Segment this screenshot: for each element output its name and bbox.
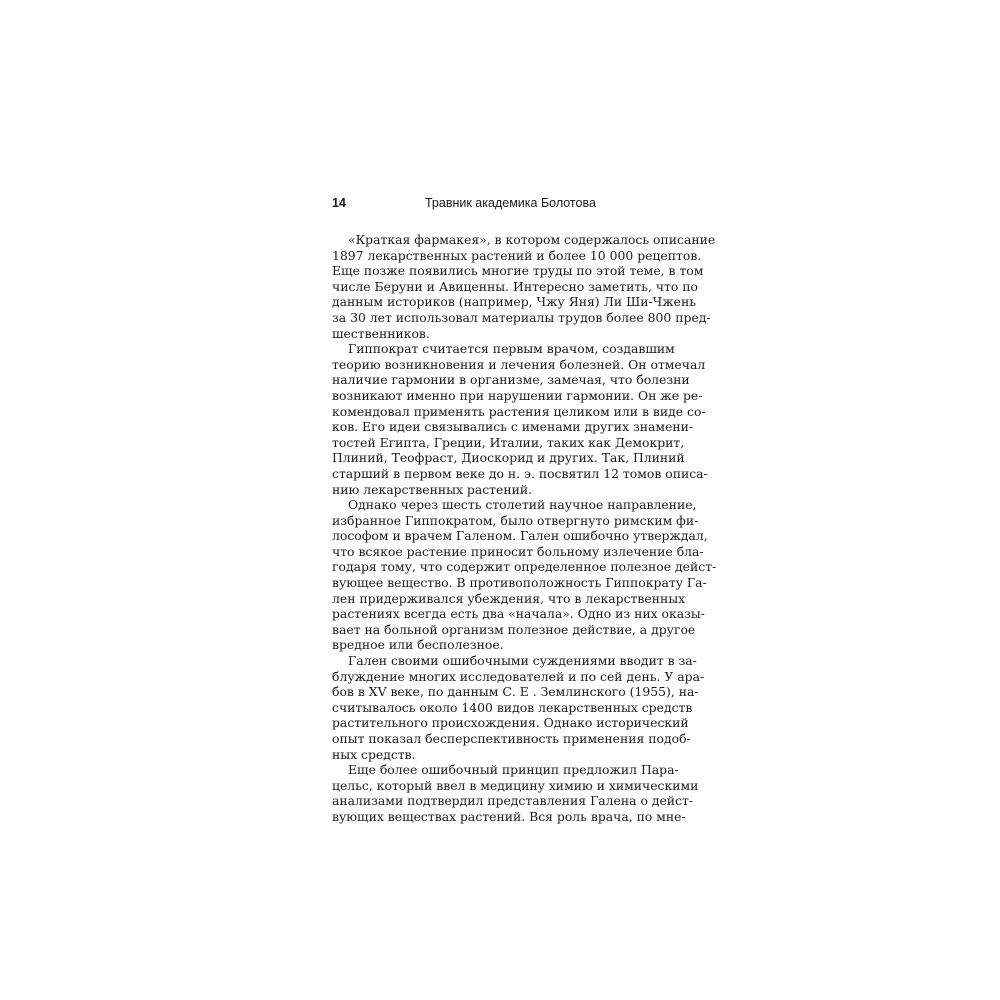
text-line: за 30 лет использовал материалы трудов более 800 пред- — [332, 309, 711, 325]
text-line: наличие гармонии в организме, замечая, что болезни — [332, 372, 690, 388]
text-line: данным историков (например, Чжу Яня) Ли Ши-Чжень — [332, 294, 696, 310]
text-line: «Краткая фармакея», в котором содержалось описание — [348, 232, 716, 247]
text-line: бов в XV веке, по данным С. Е . Землинского (1955), на- — [332, 684, 699, 700]
body-text — [332, 232, 717, 825]
text-line: Гиппократ считается первым врачом, создавшим — [348, 341, 675, 357]
text-line: старший в первом веке до н. э. посвятил 12 томов описа- — [332, 465, 708, 481]
paragraph — [332, 497, 717, 653]
text-line: Еще позже появились многие труды по этой теме, в том — [332, 263, 704, 279]
text-line: числе Беруни и Авиценны. Интересно заметить, что по — [332, 278, 699, 294]
text-line: теорию возникновения и лечения болезней. Он отмечал — [332, 356, 706, 372]
text-line: годаря тому, что содержит определенное полезное дейст- — [332, 559, 717, 575]
text-line: Гален своими ошибочными суждениями вводит в за- — [348, 653, 697, 669]
text-line: растениях всегда есть два «начала». Одно из них оказы- — [332, 606, 705, 622]
text-line: лософом и врачем Галеном. Гален ошибочно утверждал, — [332, 528, 708, 544]
text-line: цельс, который ввел в медицину химию и химическими — [332, 777, 699, 793]
text-line: растительного происхождения. Однако исторический — [332, 715, 689, 731]
text-line: анализами подтвердил представления Галена о дейст- — [332, 793, 694, 809]
text-line: что всякое растение приносит больному излечение бла- — [332, 543, 704, 559]
text-line: считывалось около 1400 видов лекарственных средств — [332, 699, 693, 715]
text-line: блуждение многих исследователей и по сей день. У ара- — [332, 668, 705, 684]
paragraph — [332, 653, 705, 762]
text-line: лен придерживался убеждения, что в лекарственных — [332, 590, 686, 606]
paragraph — [332, 341, 708, 497]
text-line: Плиний, Теофраст, Диоскорид и других. Так, Плиний — [332, 450, 685, 466]
text-line: ков. Его идеи связывались с именами других знамени- — [332, 419, 694, 435]
page-number: 14 — [332, 196, 346, 210]
paragraph — [332, 762, 699, 824]
text-line: Однако через шесть столетий научное направление, — [348, 497, 697, 513]
text-line: нию лекарственных растений. — [332, 481, 533, 497]
text-line: вредное или бесполезное. — [332, 637, 504, 653]
text-line: вает на больной организм полезное действие, а другое — [332, 621, 696, 637]
text-line: ных средств. — [332, 746, 416, 762]
text-line: шественников. — [332, 325, 430, 341]
text-line: опыт показал бесперспективность применения подоб- — [332, 731, 691, 746]
text-line: Еще более ошибочный принцип предложил Пара- — [348, 762, 679, 778]
paragraph — [332, 232, 716, 341]
text-line: комендовал применять растения целиком или в виде со- — [332, 403, 706, 419]
text-line: тостей Египта, Греции, Италии, таких как Демокрит, — [332, 434, 685, 450]
text-line: вующее вещество. В противоположность Гиппократу Га- — [332, 575, 707, 591]
text-line: избранное Гиппократом, было отвергнуто римским фи- — [332, 512, 699, 528]
running-head — [332, 196, 672, 216]
text-line: 1897 лекарственных растений и более 10 000 рецептов. — [332, 247, 702, 263]
running-title: Травник академика Болотова — [425, 196, 596, 210]
text-line: возникают именно при нарушении гармонии. Он же ре- — [332, 387, 703, 403]
text-line: вующих веществах растений. Вся роль врача, по мне- — [332, 808, 686, 824]
